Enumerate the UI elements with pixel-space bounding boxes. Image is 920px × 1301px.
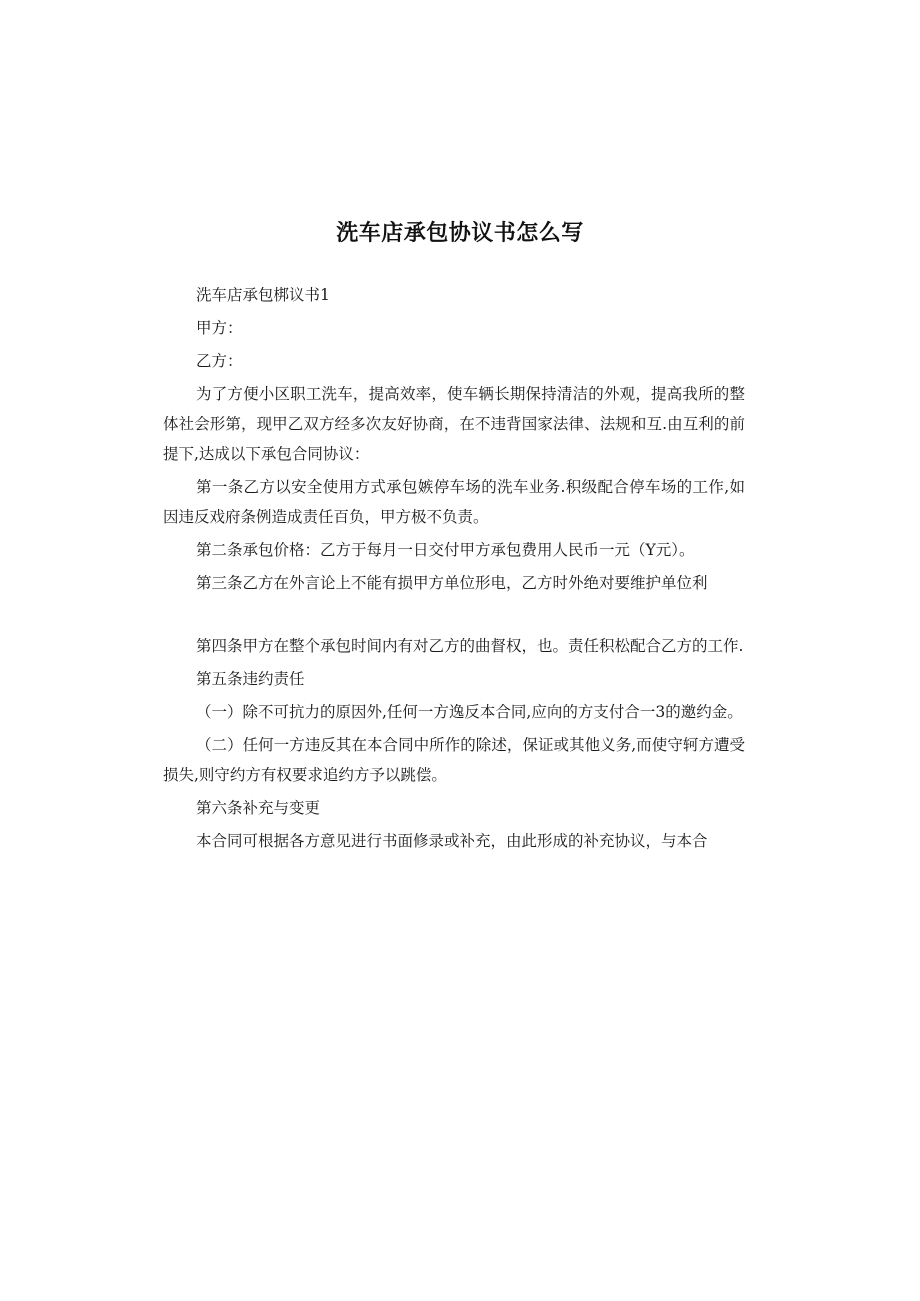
- agreement-heading: 洗车店承包梆议书1: [196, 286, 330, 304]
- article-5-clause-2: （二）任何一方违反其在本合同中所作的除述，保证或其他义务,而使守轲方遭受损失,则守约方有权要求追约方予以跳偿。: [163, 736, 745, 784]
- party-a-line: 甲方：: [196, 319, 243, 337]
- document-body: [163, 280, 745, 859]
- party-b-line: 乙方：: [196, 352, 243, 370]
- document-title: 洗车店承包协议书怎么写: [336, 221, 584, 246]
- article-3: 第三条乙方在外言论上不能有损甲方单位形电，乙方时外绝对要维护单位利: [196, 574, 708, 592]
- article-5-heading: 第五条违约责任: [196, 670, 305, 688]
- blank-spacer: [163, 601, 745, 631]
- article-1: 第一条乙方以安全使用方式承包嫉停车场的洗车业务.积级配合停车场的工作,如因违反戏府条例造成责任百负，甲方极不负责。: [163, 478, 745, 526]
- article-2: 第二条承包价格：乙方于每月一日交付甲方承包费用人民币一元（Y元）。: [196, 541, 695, 559]
- article-4: 第四条甲方在整个承包时间内有对乙方的曲督权，也。责任积松配合乙方的工作.: [196, 637, 744, 655]
- article-6-text: 本合同可根据各方意见进行书面修录或补充，由此形成的补充协议，与本合: [196, 832, 708, 850]
- article-5-clause-1: （一）除不可抗力的原因外,任何一方逸反本合同,应向的方支付合一3的邀约金。: [196, 703, 743, 721]
- preamble-paragraph: 为了方便小区职工洗车，提高效率，使车辆长期保持清洁的外观，提高我所的整体社会形第，现甲乙双方经多次友好协商，在不违背国家法律、法规和互.由互利的前提下,达成以下承包合同协议：: [163, 385, 745, 463]
- article-6-heading: 第六条补充与变更: [196, 799, 321, 817]
